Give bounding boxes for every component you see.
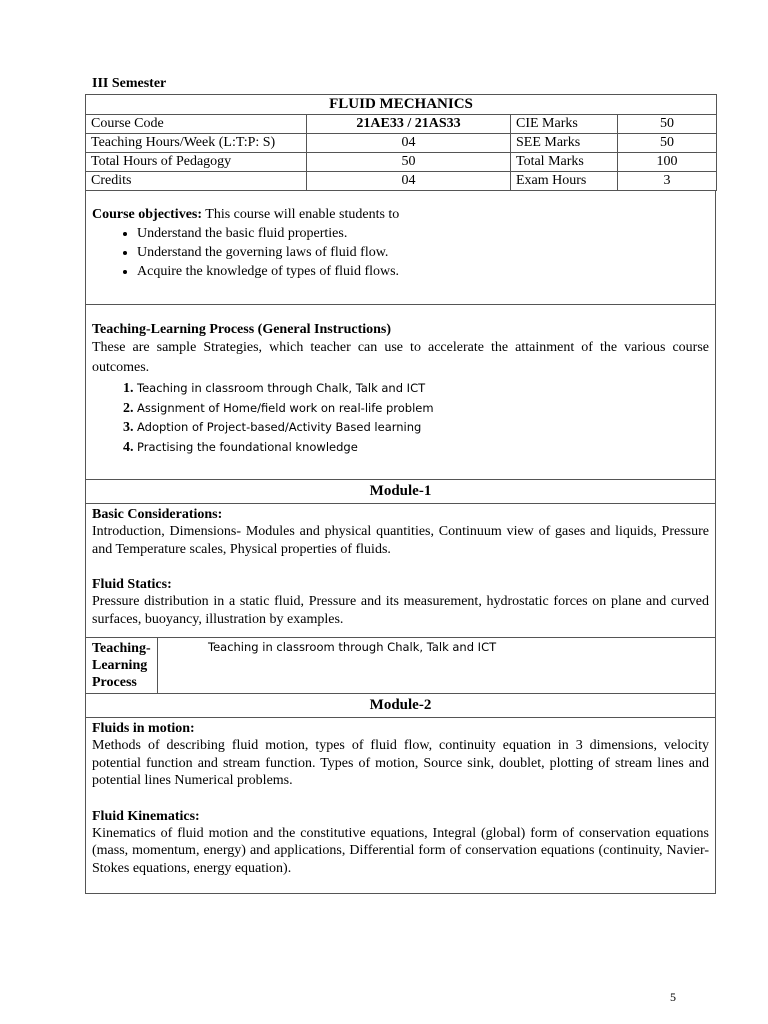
objectives-list: [92, 224, 709, 281]
course-code-value: 21AE33 / 21AS33: [307, 115, 511, 134]
row-value: 50: [618, 134, 717, 153]
table-row: [86, 134, 717, 153]
tl-label-line: Process: [92, 675, 137, 690]
tl-label-line: Teaching-: [92, 641, 151, 656]
list-item: • Understand the governing laws of fluid flow.: [137, 243, 709, 262]
section-heading: Basic Considerations:: [92, 507, 223, 522]
row-label: Teaching Hours/Week (L:T:P: S): [86, 134, 307, 153]
table-row: [86, 172, 717, 191]
row-value: 50: [307, 153, 511, 172]
module-2-heading: Module-2: [85, 694, 716, 718]
objectives-intro-line: [92, 207, 709, 223]
section-heading: Fluid Statics:: [92, 577, 172, 593]
module-2-content: [85, 718, 716, 894]
tlp-intro: These are sample Strategies, which teacher can use to accelerate the attainment of the various course outcomes.: [92, 340, 709, 375]
row-label: CIE Marks: [511, 115, 618, 134]
row-value: 04: [307, 134, 511, 153]
row-value: 3: [618, 172, 717, 191]
row-label: Course Code: [86, 115, 307, 134]
course-info-table: [85, 94, 717, 191]
page-number: 5: [670, 990, 676, 1004]
row-value: 100: [618, 153, 717, 172]
list-item: 2. Assignment of Home/field work on real-life problem: [137, 399, 709, 419]
tl-label-line: Learning: [92, 658, 148, 673]
row-label: Total Hours of Pedagogy: [86, 153, 307, 172]
list-item: 3. Adoption of Project-based/Activity Based learning: [137, 418, 709, 438]
section-heading: Fluid Kinematics:: [92, 808, 200, 824]
tl-label: [86, 638, 158, 693]
module-1-teaching-learning-row: [85, 638, 716, 694]
row-label: Exam Hours: [511, 172, 618, 191]
objectives-heading: Course objectives:: [92, 207, 203, 222]
row-label: Credits: [86, 172, 307, 191]
course-title: FLUID MECHANICS: [86, 95, 717, 115]
row-value: 50: [618, 115, 717, 134]
list-item: 4. Practising the foundational knowledge: [137, 438, 709, 458]
syllabus-document: [85, 94, 716, 894]
teaching-learning-process: [85, 305, 716, 480]
section-text: Introduction, Dimensions- Modules and physical quantities, Continuum view of gases and liquids, Pressure and Temperature scales, Physical properties of fluids.: [92, 524, 709, 557]
list-item: 1. Teaching in classroom through Chalk, Talk and ICT: [137, 379, 709, 399]
spacer: [92, 558, 709, 576]
row-label: SEE Marks: [511, 134, 618, 153]
list-item: • Acquire the knowledge of types of fluid flows.: [137, 262, 709, 281]
section-text: Pressure distribution in a static fluid, Pressure and its measurement, hydrostatic forces on plane and curved surfaces, buoyancy, illustration by examples.: [92, 594, 709, 627]
module-1-content: [85, 504, 716, 638]
semester-label: III Semester: [92, 76, 167, 91]
tlp-list: [92, 379, 709, 457]
tl-value: Teaching in classroom through Chalk, Talk and ICT: [208, 640, 497, 654]
section-heading: Fluids in motion:: [92, 721, 195, 736]
section-text: Methods of describing fluid motion, types of fluid flow, continuity equation in 3 dimensions, velocity potential function and stream function. Types of motion, Source sink, doublet, plotting of stream lines and potential lines Numerical problems.: [92, 738, 709, 789]
module-1-heading: Module-1: [85, 480, 716, 504]
table-row: [86, 153, 717, 172]
row-label: Total Marks: [511, 153, 618, 172]
spacer: [92, 790, 709, 808]
course-objectives: [85, 191, 716, 305]
objectives-intro: This course will enable students to: [202, 207, 400, 222]
table-row: [86, 115, 717, 134]
tlp-heading: Teaching-Learning Process (General Instructions): [92, 322, 392, 337]
section-text: Kinematics of fluid motion and the constitutive equations, Integral (global) form of conservation equations (mass, momentum, energy) and applications, Differential form of conservation equations (continuity, Navier-Stokes equations, energy equation).: [92, 825, 709, 876]
list-item: • Understand the basic fluid properties.: [137, 224, 709, 243]
row-value: 04: [307, 172, 511, 191]
